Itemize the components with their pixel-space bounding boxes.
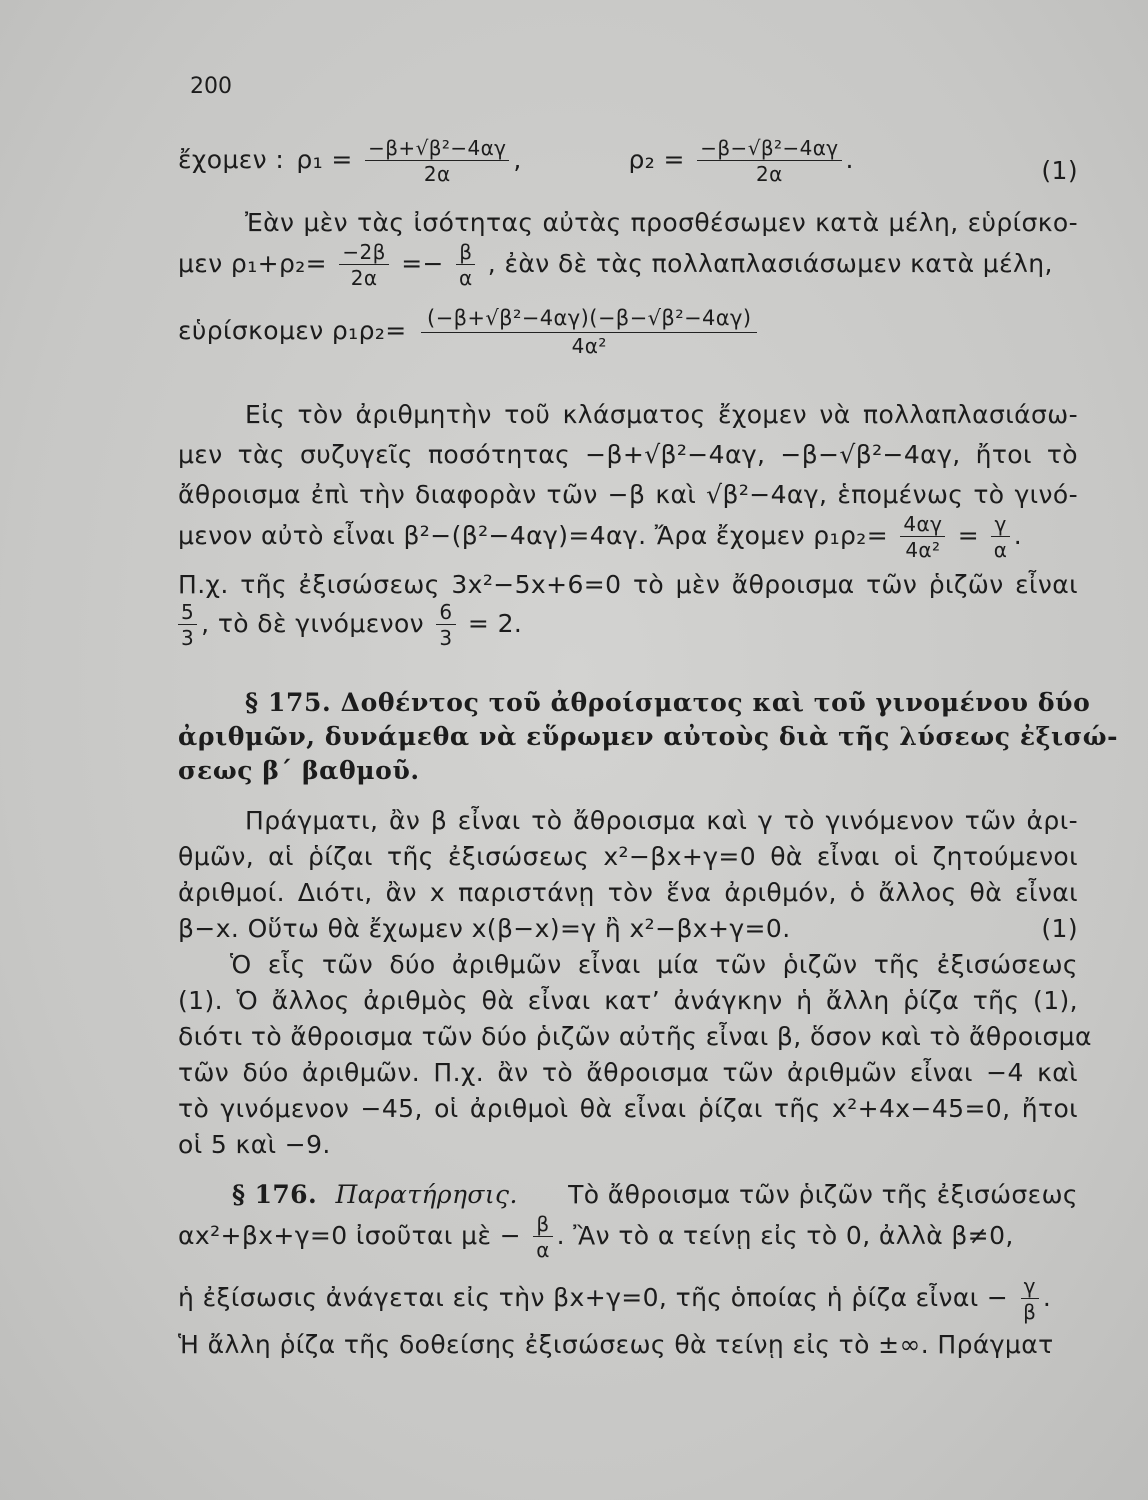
para1-line3: [178, 308, 1078, 356]
para3-equation-number: (1): [1041, 914, 1078, 943]
section-176-fraction-2: [1021, 1276, 1039, 1322]
product-denominator: 4α²: [571, 334, 607, 358]
page-number: 200: [190, 74, 232, 99]
sum-lhs: μεν ρ₁+ρ₂=: [178, 249, 328, 278]
section-175-heading-line2: ἀριθμῶν, δυνάμεθα νὰ εὕρωμεν αὐτοὺς διὰ τῆς λύσεως ἐξισώ-: [178, 722, 1119, 751]
para3-line5: Ὁ εἷς τῶν δύο ἀριθμῶν εἶναι μία τῶν ῥιζῶν τῆς ἐξισώσεως: [230, 950, 1078, 979]
example-product-fraction: [436, 602, 455, 648]
para1-line1: Ἐὰν μὲν τὰς ἰσότητας αὐτὰς προσθέσωμεν κατὰ μέλη, εὑρίσκο-: [245, 208, 1078, 237]
section-176-line3-text: ἡ ἐξίσωσις ἀνάγεται εἰς τὴν βx+γ=0, τῆς ὁποίας ἡ ῥίζα εἶναι −: [178, 1283, 1009, 1312]
para2-line4: [178, 514, 1078, 560]
para2-line5: Π.χ. τῆς ἐξισώσεως 3x²−5x+6=0 τὸ μὲν ἄθροισμα τῶν ῥιζῶν εἶναι: [178, 570, 1078, 599]
section-176-line2-text: αx²+βx+γ=0 ἰσοῦται μὲ −: [178, 1221, 522, 1250]
rho-product-f1-den: 4α²: [905, 538, 941, 562]
section-176-line4: Ἡ ἄλλη ῥίζα τῆς δοθείσης ἐξισώσεως θὰ τείνῃ εἰς τὸ ±∞. Πράγματ: [178, 1330, 1054, 1359]
para2-line4-text: μενον αὐτὸ εἶναι β²−(β²−4αγ)=4αγ. Ἄρα ἔχομεν ρ₁ρ₂=: [178, 521, 889, 550]
sum-f1-den: 2α: [350, 266, 378, 290]
para3-line7: διότι τὸ ἄθροισμα τῶν δύο ῥιζῶν αὐτῆς εἶναι β, ὅσον καὶ τὸ ἄθροισμα: [178, 1022, 1092, 1051]
sum-f2-num: β: [456, 242, 475, 265]
sum-fraction-1: [339, 242, 388, 288]
sum-eq: =−: [401, 249, 444, 278]
section-176-line1-rest: Τὸ ἄθροισμα τῶν ῥιζῶν τῆς ἐξισώσεως: [568, 1180, 1078, 1209]
para2-line2: μεν τὰς συζυγεῖς ποσότητας −β+√β²−4αγ, −β−√β²−4αγ, ἤτοι τὸ: [178, 440, 1078, 469]
example-text: , τὸ δὲ γινόμενον: [201, 609, 425, 638]
section-176-f1-den: α: [536, 1238, 550, 1262]
equation-number: (1): [1041, 156, 1078, 185]
para2-line1: Εἰς τὸν ἀριθμητὴν τοῦ κλάσματος ἔχομεν νὰ πολλαπλασιάσω-: [245, 400, 1078, 429]
para2-line6: [178, 602, 1078, 648]
para3-line6: (1). Ὁ ἄλλος ἀριθμὸς θὰ εἶναι κατ’ ἀνάγκην ἡ ἄλλη ῥίζα τῆς (1),: [178, 986, 1078, 1015]
rho-product-f1-num: 4αγ: [900, 514, 945, 537]
para1-line2-rest: , ἐὰν δὲ τὰς πολλαπλασιάσωμεν κατὰ μέλη,: [487, 249, 1053, 278]
rho1-denominator: 2α: [423, 162, 451, 186]
para3-line4: [178, 914, 1078, 943]
rho2-denominator: 2α: [756, 162, 783, 186]
sum-f1-num: −2β: [339, 242, 388, 265]
sum-f2-den: α: [459, 266, 473, 290]
formula-lead: ἔχομεν :: [178, 145, 285, 174]
formula-line: ἔχομεν : ρ₁ = $\frac{\text{−β+√β²−4αγ}}{2\alpha}$ , ρ₂ = $\frac{\text{−β−√β²−4αγ}}{2\alpha}$ . (1): [178, 136, 1078, 186]
section-176-f1-num: β: [533, 1214, 552, 1237]
rho-product-eq: =: [957, 521, 980, 550]
product-fraction: [421, 308, 757, 356]
section-176-fraction-1: [533, 1214, 552, 1260]
example-result: = 2.: [467, 609, 523, 638]
section-175-heading-line3: σεως β΄ βαθμοῦ.: [178, 756, 420, 785]
product-lhs: εὑρίσκομεν ρ₁ρ₂=: [178, 316, 407, 345]
section-175-heading-line1: [245, 688, 1091, 717]
rho2-fraction: [697, 138, 841, 184]
example-sum-fraction: [178, 602, 197, 648]
section-176-f2-den: β: [1023, 1300, 1037, 1324]
rho-product-f2-den: α: [993, 538, 1008, 562]
rho1-numerator: −β+√β²−4αγ: [365, 138, 509, 161]
section-176-f2-num: γ: [1021, 1276, 1039, 1299]
rho1-lhs: ρ₁ =: [296, 145, 353, 174]
rho2-numerator: −β−√β²−4αγ: [697, 138, 841, 161]
para3-line2: θμῶν, αἱ ῥίζαι τῆς ἐξισώσεως x²−βx+γ=0 θὰ εἶναι οἱ ζητούμενοι: [178, 842, 1078, 871]
section-176-line1: [232, 1180, 1078, 1209]
section-175-title-1: Δοθέντος τοῦ ἀθροίσματος καὶ τοῦ γινομένου δύο: [340, 688, 1091, 717]
section-176-line3-end: .: [1042, 1283, 1052, 1312]
section-176-title: Παρατήρησις.: [335, 1180, 518, 1209]
para2-line3: ἄθροισμα ἐπὶ τὴν διαφορὰν τῶν −β καὶ √β²−4αγ, ἑπομένως τὸ γινό-: [178, 480, 1078, 509]
rho-product-end: .: [1013, 521, 1023, 550]
section-175-number: § 175.: [245, 688, 332, 717]
para3-line4-text: β−x. Οὕτω θὰ ἔχωμεν x(β−x)=γ ἢ x²−βx+γ=0.: [178, 914, 791, 943]
example-sum-num: 5: [178, 602, 197, 625]
para3-line9: τὸ γινόμενον −45, οἱ ἀριθμοὶ θὰ εἶναι ῥίζαι τῆς x²+4x−45=0, ἤτοι: [178, 1094, 1078, 1123]
example-product-den: 3: [439, 626, 453, 650]
rho-product-fraction: [900, 514, 945, 560]
section-176-line2-rest: . Ἂν τὸ α τείνῃ εἰς τὸ 0, ἀλλὰ β≠0,: [556, 1221, 1014, 1250]
example-sum-den: 3: [181, 626, 195, 650]
section-176-line3: [178, 1276, 1078, 1322]
para3-line3: ἀριθμοί. Διότι, ἂν x παριστάνῃ τὸν ἕνα ἀριθμόν, ὁ ἄλλος θὰ εἶναι: [178, 878, 1078, 907]
section-176-number: § 176.: [232, 1180, 318, 1209]
example-product-num: 6: [436, 602, 455, 625]
section-176-line2: [178, 1214, 1078, 1260]
product-numerator: (−β+√β²−4αγ)(−β−√β²−4αγ): [421, 308, 757, 333]
para1-line2: [178, 242, 1078, 288]
rho-product-fraction-2: [991, 514, 1009, 560]
para3-line10: οἱ 5 καὶ −9.: [178, 1130, 331, 1159]
sum-fraction-2: [456, 242, 475, 288]
rho2-lhs: ρ₂ =: [628, 145, 685, 174]
rho1-fraction: [365, 138, 509, 184]
rho-product-f2-num: γ: [991, 514, 1009, 537]
para3-line8: τῶν δύο ἀριθμῶν. Π.χ. ἂν τὸ ἄθροισμα τῶν ἀριθμῶν εἶναι −4 καὶ: [178, 1058, 1078, 1087]
para3-line1: Πράγματι, ἂν β εἶναι τὸ ἄθροισμα καὶ γ τὸ γινόμενον τῶν ἀρι-: [245, 806, 1078, 835]
